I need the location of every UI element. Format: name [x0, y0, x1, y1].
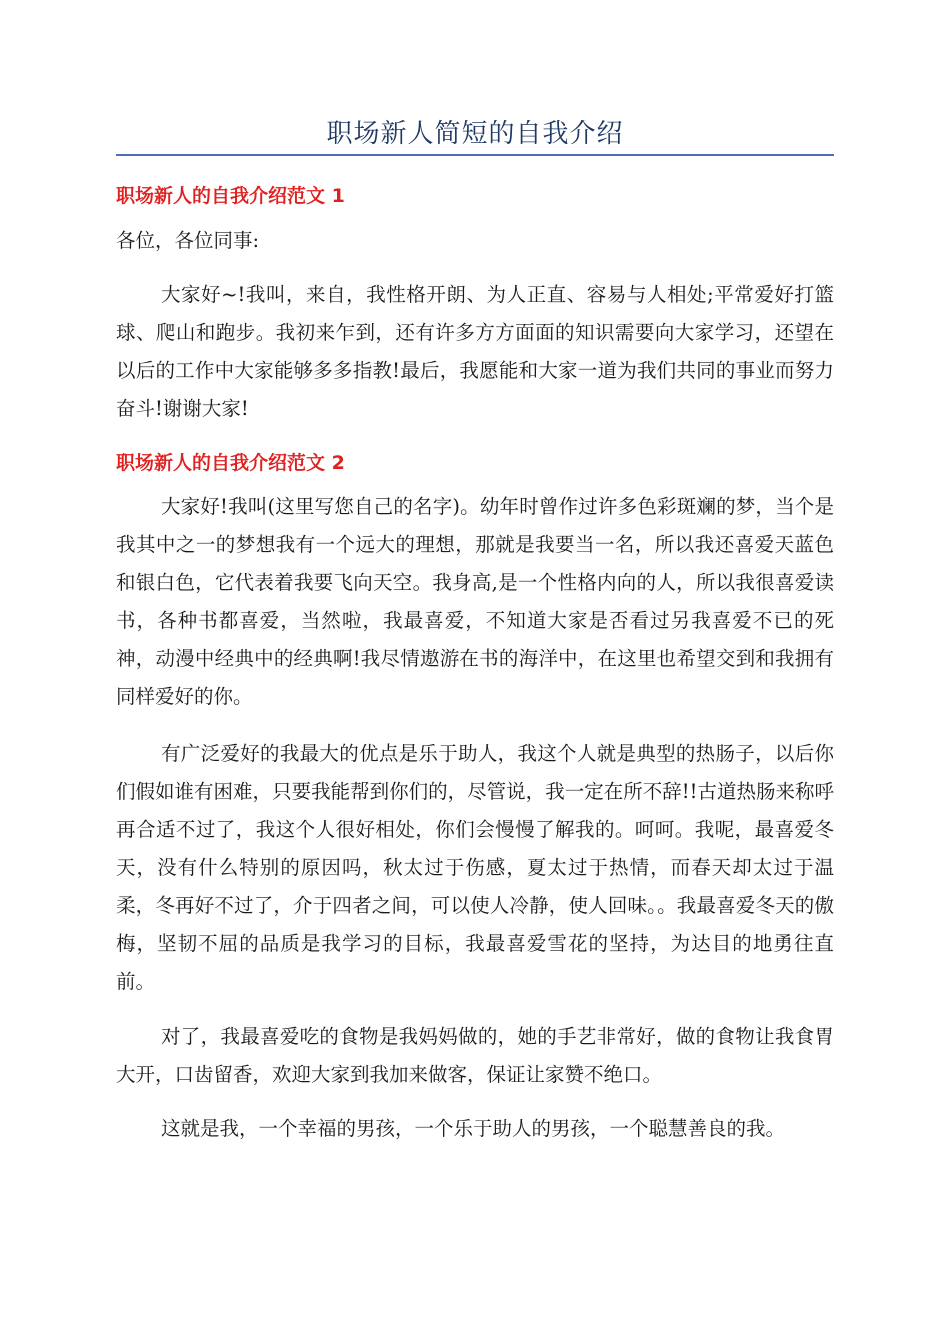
section-1-heading: 职场新人的自我介绍范文 1	[116, 185, 345, 207]
section-2-paragraph-4: 这就是我，一个幸福的男孩，一个乐于助人的男孩，一个聪慧善良的我。	[161, 1117, 786, 1140]
section-1-paragraph: 大家好~!我叫，来自，我性格开朗、为人正直、容易与人相处;平常爱好打篮球、爬山和跑步。我初来乍到，还有许多方方面面的知识需要向大家学习，还望在以后的工作中大家能够多多指教!最后，我愿能和大家一道为我们共同的事业而努力奋斗!谢谢大家!	[116, 283, 834, 420]
section-2-paragraph-2: 有广泛爱好的我最大的优点是乐于助人，我这个人就是典型的热肠子，以后你们假如谁有困难，只要我能帮到你们的，尽管说，我一定在所不辞!!古道热肠来称呼再合适不过了，我这个人很好相处，你们会慢慢了解我的。呵呵。我呢，最喜爱冬天，没有什么特别的原因吗，秋太过于伤感，夏太过于热情，而春天却太过于温柔，冬再好不过了，介于四者之间，可以使人冷静，使人回味。。我最喜爱冬天的傲梅，坚韧不屈的品质是我学习的目标，我最喜爱雪花的坚持，为达目的地勇往直前。	[116, 742, 834, 993]
section-1-salutation: 各位，各位同事:	[116, 229, 260, 252]
document-title: 职场新人简短的自我介绍	[326, 119, 624, 149]
title-underline	[116, 154, 834, 156]
section-2-paragraph-1: 大家好!我叫(这里写您自己的名字)。幼年时曾作过许多色彩斑斓的梦，当个是我其中之一的梦想我有一个远大的理想，那就是我要当一名，所以我还喜爱天蓝色和银白色，它代表着我要飞向天空。我身高,是一个性格内向的人，所以我很喜爱读书，各种书都喜爱，当然啦，我最喜爱，不知道大家是否看过另我喜爱不已的死神，动漫中经典中的经典啊!我尽情遨游在书的海洋中，在这里也希望交到和我拥有同样爱好的你。	[116, 495, 834, 708]
section-2-paragraph-3: 对了，我最喜爱吃的食物是我妈妈做的，她的手艺非常好，做的食物让我食胃大开，口齿留香，欢迎大家到我加来做客，保证让家赞不绝口。	[116, 1025, 834, 1086]
section-2-heading: 职场新人的自我介绍范文 2	[116, 452, 345, 474]
